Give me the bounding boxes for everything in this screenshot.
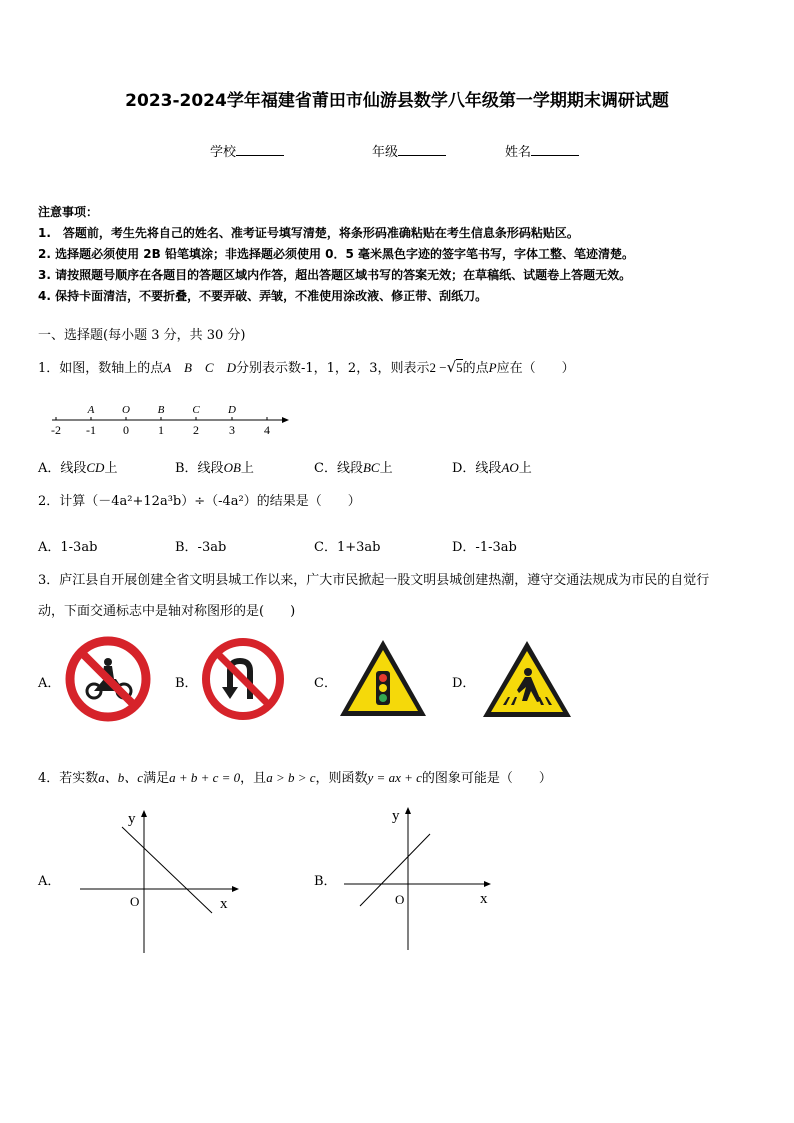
number-line-arrow-icon bbox=[282, 417, 289, 423]
graph-a-x-label: x bbox=[220, 896, 228, 912]
q4-option-a[interactable]: A． bbox=[38, 874, 61, 889]
q1-option-b[interactable] bbox=[175, 457, 254, 476]
traffic-light-warning-sign-icon bbox=[337, 637, 429, 719]
axis-point-o: O bbox=[122, 404, 130, 416]
q1-middle: 分别表示数-1，1，2，3，则表示 bbox=[236, 361, 430, 376]
q4-mid1: 满足 bbox=[143, 771, 170, 786]
q1-option-a-key: A．线段 bbox=[38, 461, 87, 476]
q3-option-a[interactable]: A． bbox=[38, 676, 61, 691]
question-3-line-1: 3．庐江县自开展创建全省文明县城工作以来，广大市民掀起一股文明县城创建热潮，遵守交通法规成为市民的自觉行 bbox=[38, 573, 710, 588]
notice-item-3: 3. 请按照题号顺序在各题目的答题区域内作答，超出答题区域书写的答案无效；在草稿纸、试题卷上答题无效。 bbox=[38, 268, 632, 282]
q1-option-a-tail: 上 bbox=[104, 461, 118, 476]
q1-option-c-key: C．线段 bbox=[314, 461, 363, 476]
notice-heading: 注意事项： bbox=[38, 205, 99, 219]
axis-tick-label: 3 bbox=[229, 423, 235, 437]
q1-expr-b: 5 bbox=[456, 360, 463, 375]
q4-option-b[interactable]: B． bbox=[314, 874, 337, 889]
axis-point-d: D bbox=[228, 404, 236, 416]
pedestrian-crossing-sign-icon bbox=[481, 639, 573, 719]
q1-option-b-seg: OB bbox=[223, 460, 241, 475]
q4-cond2: a > b > c bbox=[266, 770, 316, 785]
q1-option-d-key: D．线段 bbox=[452, 461, 502, 476]
q2-option-c[interactable]: C．1+3ab bbox=[314, 540, 381, 555]
q3-option-c[interactable]: C． bbox=[314, 676, 337, 691]
q3-option-b[interactable]: B． bbox=[175, 676, 198, 691]
question-3-line-2: 动，下面交通标志中是轴对称图形的是( ) bbox=[38, 604, 296, 619]
q4-end: 的图象可能是（ ） bbox=[421, 771, 552, 786]
q4-vars: a、b、c bbox=[98, 770, 144, 785]
q3-option-d[interactable]: D． bbox=[452, 676, 476, 691]
q1-end: 应在（ ） bbox=[496, 361, 575, 376]
q1-option-a[interactable] bbox=[38, 457, 117, 476]
grade-label: 年级 bbox=[372, 145, 399, 160]
graph-a-x-arrow-icon bbox=[232, 886, 239, 892]
graph-b-x-arrow-icon bbox=[484, 881, 491, 887]
graph-a-y-arrow-icon bbox=[141, 810, 147, 817]
axis-tick-label: -1 bbox=[86, 423, 96, 437]
q4-cond1: a + b + c = 0 bbox=[169, 770, 241, 785]
axis-tick-label: 0 bbox=[123, 423, 129, 437]
graph-b-y-arrow-icon bbox=[405, 807, 411, 814]
school-blank[interactable] bbox=[236, 143, 284, 156]
graph-b-figure bbox=[338, 800, 508, 955]
no-motorcycle-sign-icon bbox=[64, 635, 152, 723]
notice-item-1: 1. 答题前，考生先将自己的姓名、准考证号填写清楚，将条形码准确粘贴在考生信息条形码粘贴区。 bbox=[38, 226, 579, 240]
question-2: 2．计算（－4a²+12a³b）÷（-4a²）的结果是（ ） bbox=[38, 494, 361, 509]
q1-option-c[interactable] bbox=[314, 457, 393, 476]
axis-point-b: B bbox=[157, 404, 165, 416]
school-field[interactable] bbox=[210, 141, 284, 160]
q1-point-p: P bbox=[488, 360, 497, 375]
grade-blank[interactable] bbox=[398, 143, 446, 156]
q1-expr-a: 2 − bbox=[429, 360, 447, 375]
q1-suffix: 的点 bbox=[462, 361, 489, 376]
axis-tick-label: 2 bbox=[193, 423, 199, 437]
graph-b-y-label: y bbox=[392, 808, 400, 824]
q4-mid2: ，且 bbox=[240, 771, 267, 786]
q1-prefix: 1．如图，数轴上的点 bbox=[38, 361, 164, 376]
q4-mid3: ，则函数 bbox=[315, 771, 368, 786]
notice-item-2: 2. 选择题必须使用 2B 铅笔填涂；非选择题必须使用 0．5 毫米黑色字迹的签字笔书写，字体工整、笔迹清楚。 bbox=[38, 247, 634, 261]
name-field[interactable] bbox=[505, 141, 579, 160]
axis-point-a: A bbox=[87, 404, 95, 416]
q1-option-d-seg: AO bbox=[501, 460, 519, 475]
number-line-figure bbox=[44, 398, 294, 440]
grade-field[interactable] bbox=[372, 141, 446, 160]
graph-a-y-label: y bbox=[128, 811, 136, 827]
axis-point-c: C bbox=[192, 404, 200, 416]
q4-func: y = ax + c bbox=[367, 770, 422, 785]
no-u-turn-sign-icon bbox=[202, 637, 284, 721]
q1-option-b-tail: 上 bbox=[240, 461, 254, 476]
question-1 bbox=[38, 358, 575, 378]
q1-option-b-key: B．线段 bbox=[175, 461, 224, 476]
q1-option-c-seg: BC bbox=[362, 460, 380, 475]
q2-option-b[interactable]: B．-3ab bbox=[175, 540, 227, 555]
graph-b-x-label: x bbox=[480, 891, 488, 907]
q1-option-d-tail: 上 bbox=[518, 461, 532, 476]
q1-option-d[interactable] bbox=[452, 457, 532, 476]
q1-points: A B C D bbox=[163, 360, 236, 375]
name-blank[interactable] bbox=[531, 143, 579, 156]
question-4 bbox=[38, 769, 552, 788]
page-title: 2023-2024学年福建省莆田市仙游县数学八年级第一学期期末调研试题 bbox=[125, 91, 669, 111]
q1-option-c-tail: 上 bbox=[379, 461, 393, 476]
sqrt-icon: √ bbox=[446, 358, 457, 376]
name-label: 姓名 bbox=[505, 145, 532, 160]
school-label: 学校 bbox=[210, 145, 237, 160]
notice-item-4: 4. 保持卡面清洁，不要折叠，不要弄破、弄皱，不准使用涂改液、修正带、刮纸刀。 bbox=[38, 289, 488, 303]
q1-option-a-seg: CD bbox=[86, 460, 105, 475]
q2-option-d[interactable]: D．-1-3ab bbox=[452, 540, 517, 555]
q2-option-a[interactable]: A．1-3ab bbox=[38, 540, 98, 555]
axis-tick-label: 4 bbox=[264, 423, 270, 437]
axis-tick-label: -2 bbox=[51, 423, 61, 437]
graph-a-origin-label: O bbox=[130, 894, 140, 909]
q4-prefix: 4．若实数 bbox=[38, 771, 99, 786]
section-heading: 一、选择题(每小题 3 分，共 30 分) bbox=[38, 328, 246, 343]
axis-tick-label: 1 bbox=[158, 423, 164, 437]
graph-b-origin-label: O bbox=[395, 892, 405, 907]
graph-a-figure bbox=[74, 803, 244, 958]
